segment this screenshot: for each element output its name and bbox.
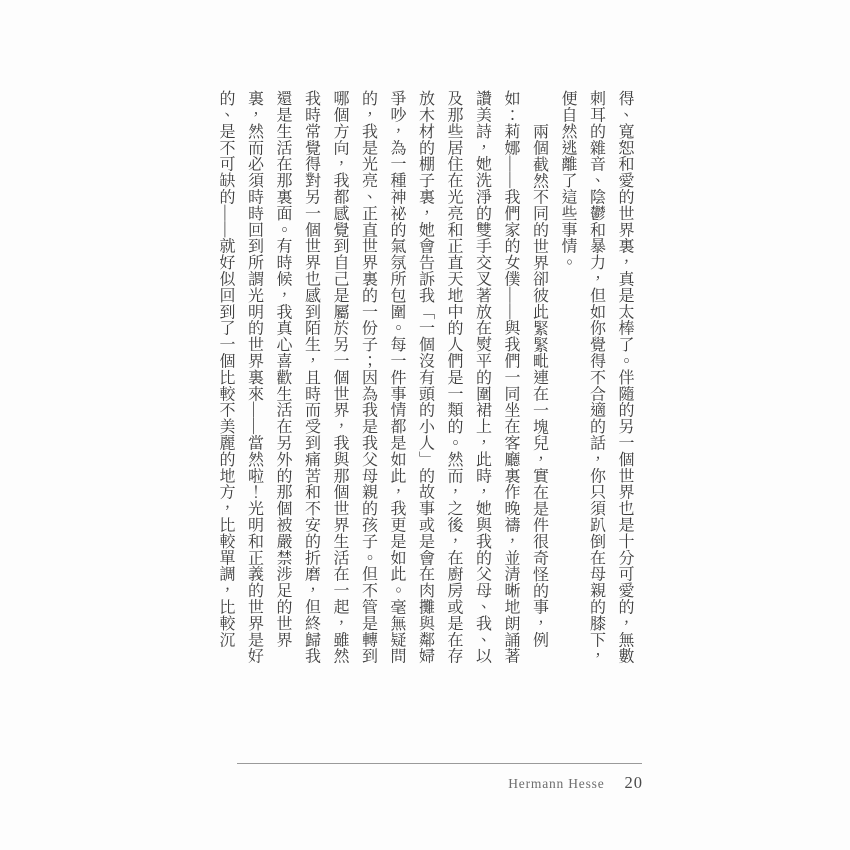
running-author: Hermann Hesse [508, 776, 605, 791]
text-line: 我時常覺得對另一個世界也感到陌生，且時而受到痛苦和不安的折磨，但終歸我 [302, 90, 320, 664]
text-line: 裏，然而必須時時回到所謂光明的世界裏來——當然啦！光明和正義的世界是好 [245, 90, 263, 664]
page-number: 20 [624, 773, 643, 792]
text-line: 哪個方向，我都感覺到自己是屬於另一個世界，我與那個世界生活在一起，雖然 [331, 90, 348, 664]
text-line: 爭吵，為一種神祕的氣氛所包圍。每一件事情都是如此，我更是如此。毫無疑問 [388, 90, 405, 664]
page-footer [237, 773, 643, 793]
text-line: 及那些居住在光亮和正直天地中的人們是一類的。然而，之後，在廚房或是在存 [445, 90, 462, 664]
text-line: 放木材的棚子裏，她會告訴我「一個沒有頭的小人」的故事或是會在肉攤與鄰婦 [416, 90, 434, 664]
text-line: 得、寬恕和愛的世界裏，真是太棒了。伴隨的另一個世界也是十分可愛的，無數 [616, 90, 633, 664]
text-line: 的、是不可缺的——就好似回到了一個比較不美麗的地方，比較單調，比較沉 [217, 90, 234, 648]
text-line: 刺耳的雜音、陰鬱和暴力，但如你覺得不合適的話，你只須趴倒在母親的膝下， [587, 90, 605, 664]
text-line: 讚美詩，她洗淨的雙手交叉著放在熨平的圍裙上，此時，她與我的父母、我、以 [473, 90, 491, 664]
text-line: 的，我是光亮、正直世界裏的一份子；因為我是我父母親的孩子。但不管是轉到 [359, 90, 377, 664]
text-line-paragraph-start: 兩個截然不同的世界卻彼此緊緊毗連在一塊兒，實在是件很奇怪的事，例 [530, 123, 548, 648]
text-line: 還是生活在那裏面。有時候，我真心喜歡生活在另外的那個被嚴禁涉足的世界 [274, 90, 291, 648]
body-text [210, 90, 638, 668]
text-line: 如：莉娜——我們家的女僕——與我們一同坐在客廳裏作晚禱，並清晰地朗誦著 [502, 90, 519, 664]
footer-rule [237, 763, 642, 764]
text-line: 便自然逃離了這些事情。 [559, 90, 576, 271]
